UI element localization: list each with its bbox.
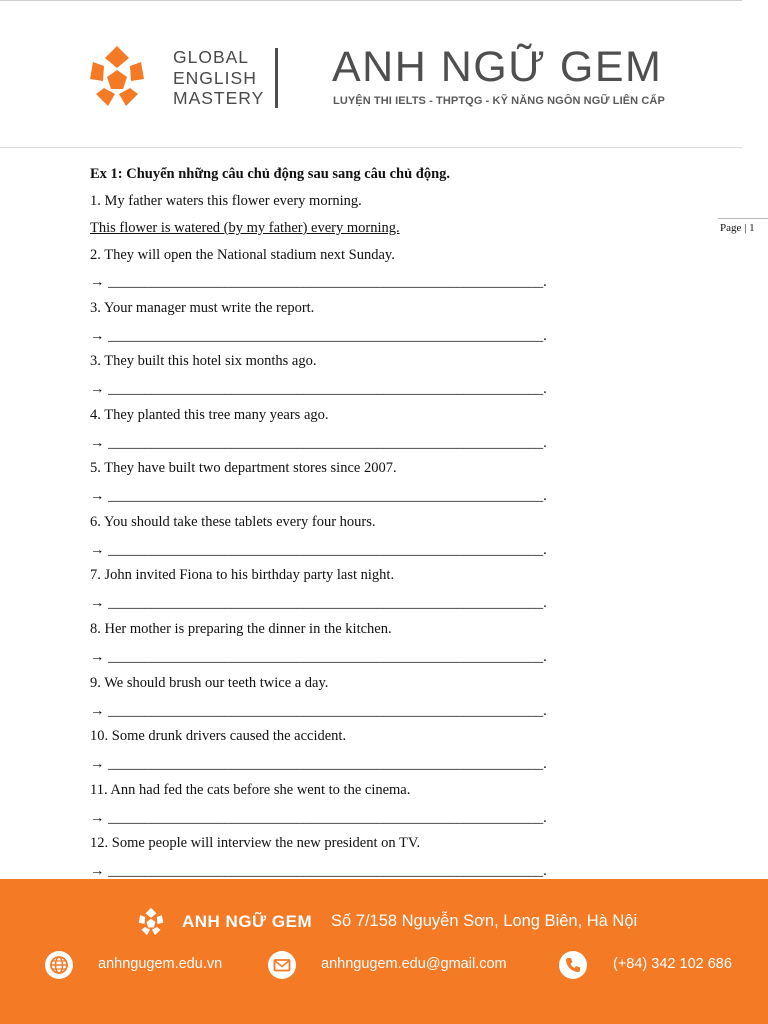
answer-line[interactable]: → ____________________________________________________________. (90, 274, 547, 290)
answer-line[interactable]: → ____________________________________________________________. (90, 810, 547, 826)
answer-line[interactable]: → ____________________________________________________________. (90, 756, 547, 772)
question: 3. They built this hotel six months ago. (90, 353, 317, 369)
gem-logo-icon (86, 44, 148, 110)
page-footer (0, 879, 768, 1024)
footer-website[interactable]: anhngugem.edu.vn (98, 956, 223, 972)
answer-line[interactable]: → ____________________________________________________________. (90, 381, 547, 397)
page-header (0, 0, 768, 150)
footer-email[interactable]: anhngugem.edu@gmail.com (321, 956, 507, 972)
answer-line[interactable]: → ____________________________________________________________. (90, 863, 547, 879)
question: 4. They planted this tree many years ago. (90, 407, 329, 423)
brand-divider (275, 48, 278, 108)
example-answer: This flower is watered (by my father) every morning. (90, 220, 400, 236)
question: 7. John invited Fiona to his birthday party last night. (90, 567, 395, 583)
brand-line: MASTERY (173, 88, 265, 108)
gem-logo-icon (136, 907, 166, 937)
question: 5. They have built two department stores since 2007. (90, 460, 397, 476)
question: 3. Your manager must write the report. (90, 300, 315, 316)
footer-address: Số 7/158 Nguyễn Sơn, Long Biên, Hà Nội (331, 912, 638, 930)
answer-line[interactable]: → ____________________________________________________________. (90, 488, 547, 504)
footer-brand: ANH NGỮ GEM (182, 912, 313, 931)
answer-line[interactable]: → ____________________________________________________________. (90, 328, 547, 344)
header-divider (0, 147, 742, 148)
brand-line: GLOBAL (173, 47, 250, 67)
answer-line[interactable]: → ____________________________________________________________. (90, 703, 547, 719)
question: 8. Her mother is preparing the dinner in the kitchen. (90, 621, 392, 637)
exercise-title: Ex 1: Chuyển những câu chủ động sau sang câu chủ động. (90, 166, 451, 182)
brand-title: ANH NGỮ GEM (332, 43, 663, 91)
page-number: Page | 1 (720, 222, 755, 234)
question: 11. Ann had fed the cats before she went to the cinema. (90, 782, 411, 798)
brand-tagline (173, 47, 264, 109)
answer-line[interactable]: → ____________________________________________________________. (90, 649, 547, 665)
answer-line[interactable]: → ____________________________________________________________. (90, 435, 547, 451)
globe-icon (45, 951, 73, 979)
answer-line[interactable]: → ____________________________________________________________. (90, 595, 547, 611)
mail-icon (268, 951, 296, 979)
example-question: 1. My father waters this flower every morning. (90, 193, 362, 209)
brand-subtitle: LUYỆN THI IELTS - THPTQG - KỸ NĂNG NGÔN NGỮ LIÊN CẤP (333, 95, 665, 107)
footer-phone[interactable]: (+84) 342 102 686 (613, 956, 732, 972)
page-number-rule (718, 218, 768, 219)
question: 2. They will open the National stadium next Sunday. (90, 247, 395, 263)
brand-line: ENGLISH (173, 67, 257, 88)
answer-line[interactable]: → ____________________________________________________________. (90, 542, 547, 558)
phone-icon (559, 951, 587, 979)
question: 6. You should take these tablets every four hours. (90, 514, 376, 530)
question: 12. Some people will interview the new president on TV. (90, 835, 421, 851)
question: 9. We should brush our teeth twice a day. (90, 675, 329, 691)
question: 10. Some drunk drivers caused the accident. (90, 728, 347, 744)
